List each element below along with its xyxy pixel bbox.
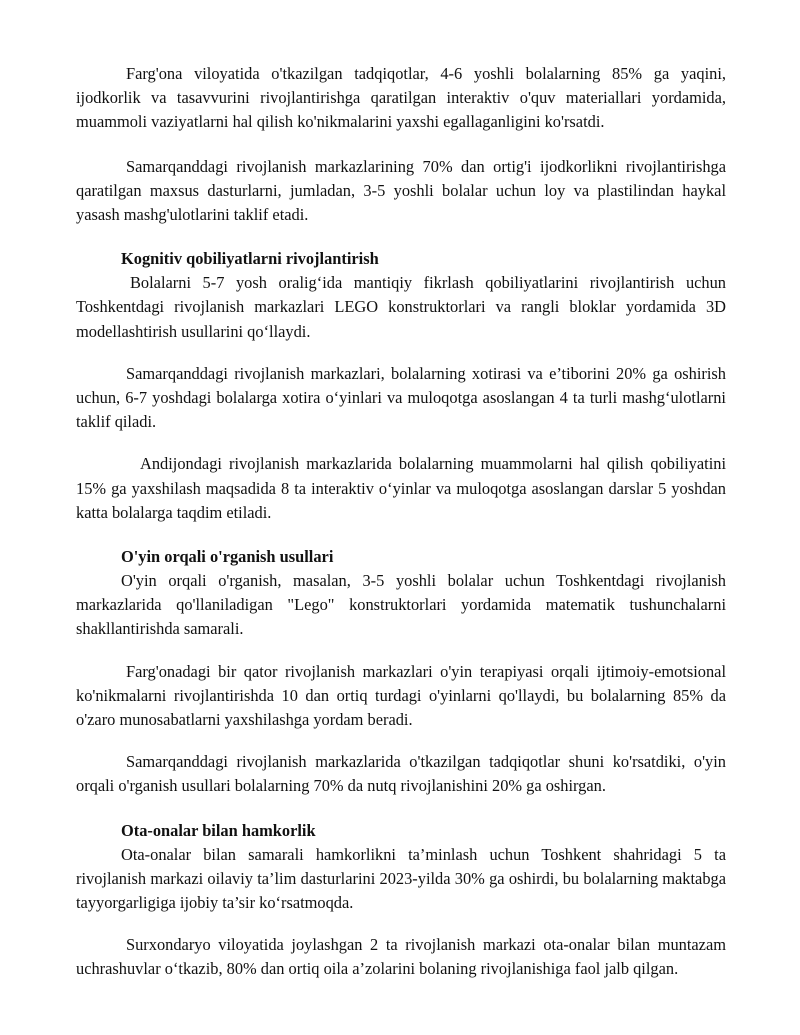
section-heading: Ota-onalar bilan hamkorlik [121,820,316,840]
paragraph: Ota-onalar bilan samarali hamkorlikni ta’minlash uchun Toshkent shahridagi 5 ta rivojlanish markazi oilaviy ta’lim dasturlarini 2023-yilda 30% ga oshirdi, bu bolalarning maktabga tayyorgarligiga ijobiy ta’sir ko‘rsatmoqda. [76,844,726,913]
paragraph: Samarqanddagi rivojlanish markazlarida o'tkazilgan tadqiqotlar shuni ko'rsatdiki, o'yin orqali o'rganish usullari bolalarning 70% da nutq rivojlanishini 20% ga oshirgan. [76,752,726,796]
paragraph: Farg'onadagi bir qator rivojlanish markazlari o'yin terapiyasi orqali ijtimoiy-emotsional ko'nikmalarni rivojlantirishda 10 dan ortiq turdagi o'yinlarni qo'llaydi, bu bolalarning 85% da o'zaro munosabatlarni yaxshilashga yordam beradi. [76,661,726,730]
paragraph: Surxondaryo viloyatida joylashgan 2 ta rivojlanish markazi ota-onalar bilan muntazam uchrashuvlar o‘tkazib, 80% dan ortiq oila a’zolarini bolaning rivojlanishiga faol jalb qilgan. [76,935,726,979]
paragraph: Samarqanddagi rivojlanish markazlari, bolalarning xotirasi va e’tiborini 20% ga oshirish uchun, 6-7 yoshdagi bolalarga xotira o‘yinlari va muloqotga asoslangan 4 ta turli mashg‘ulotlarni taklif qiladi. [76,363,726,432]
document-page [76,62,726,982]
section-heading: Kognitiv qobiliyatlarni rivojlantirish [121,249,379,269]
section-heading: O'yin orqali o'rganish usullari [121,547,334,567]
paragraph: Samarqanddagi rivojlanish markazlarining 70% dan ortig'i ijodkorlikni rivojlantirishga qaratilgan maxsus dasturlarni, jumladan, 3-5 yoshli bolalar uchun loy va plastilindan haykal yasash mashg'ulotlarini taklif etadi. [76,156,726,225]
paragraph: O'yin orqali o'rganish, masalan, 3-5 yoshli bolalar uchun Toshkentdagi rivojlanish markazlarida qo'llaniladigan "Lego" konstruktorlari yordamida matematik tushunchalarni shakllantirishda samarali. [76,571,726,639]
paragraph: Farg'ona viloyatida o'tkazilgan tadqiqotlar, 4-6 yoshli bolalarning 85% ga yaqini, ijodkorlik va tasavvurini rivojlantirishga qaratilgan interaktiv o'quv materiallari yordamida, muammoli vaziyatlarni hal qilish ko'nikmalarini yaxshi egallaganligini ko'rsatdi. [76,64,726,132]
paragraph: Bolalarni 5-7 yosh oralig‘ida mantiqiy fikrlash qobiliyatlarini rivojlantirish uchun Toshkentdagi rivojlanish markazlari LEGO konstruktorlari va rangli bloklar yordamida 3D modellashtirish usullarini qo‘llaydi. [76,273,726,341]
paragraph: Andijondagi rivojlanish markazlarida bolalarning muammolarni hal qilish qobiliyatini 15% ga yaxshilash maqsadida 8 ta interaktiv o‘yinlar va muloqotga asoslangan darslar 5 yoshdan katta bolalarga taqdim etiladi. [76,454,726,522]
